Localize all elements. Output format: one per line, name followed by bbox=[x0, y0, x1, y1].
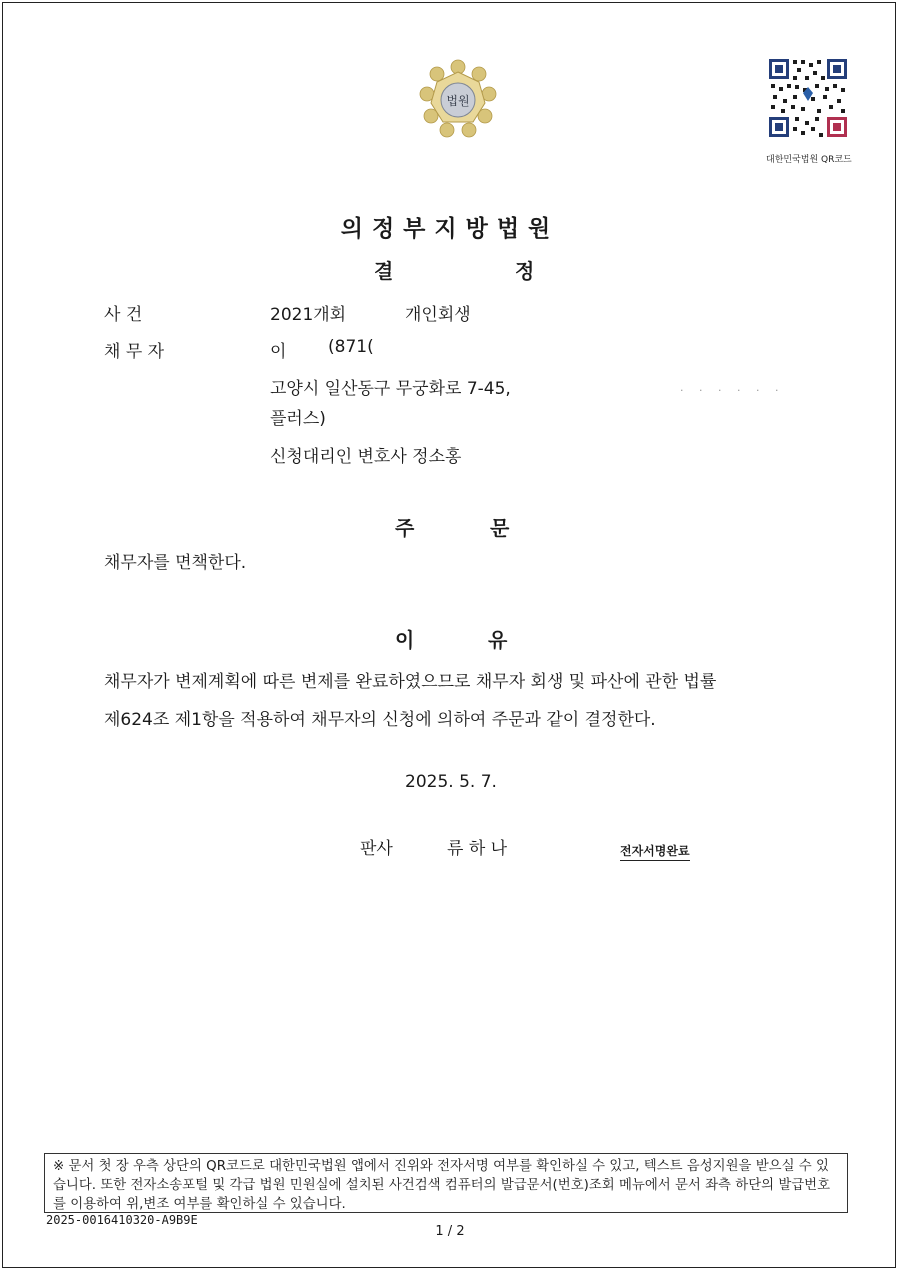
debtor-address-line1: 고양시 일산동구 무궁화로 7-45, bbox=[270, 379, 511, 399]
verification-notice: ※ 문서 첫 장 우측 상단의 QR코드로 대한민국법원 앱에서 진위와 전자서명 여부를 확인하실 수 있고, 텍스트 음성지원을 받으실 수 있습니다. 또한 전자소송포털 및 각급 법원 민원실에 설치된 사건검색 컴퓨터의 발급문서(번호)조회 메뉴에서 문서 좌측 하단의 발급번호를 이용하여 위,변조 여부를 확인하실 수 있습니다. bbox=[44, 1153, 848, 1213]
decision-date: 2025. 5. 7. bbox=[405, 772, 497, 792]
reason-line2: 제624조 제1항을 적용하여 채무자의 신청에 의하여 주문과 같이 결정한다. bbox=[104, 710, 656, 730]
applicant-agent: 신청대리인 변호사 정소홍 bbox=[270, 447, 462, 467]
case-number: 2021개회 bbox=[270, 305, 347, 325]
redaction-marks: · · · · · · bbox=[680, 384, 785, 397]
reason-heading-part1: 이 bbox=[395, 628, 415, 652]
judge-title: 판사 bbox=[360, 839, 393, 859]
doc-title-part1: 결 bbox=[374, 259, 394, 283]
doc-title-part2: 정 bbox=[515, 259, 535, 283]
court-emblem-icon bbox=[417, 58, 499, 140]
debtor-label: 채 무 자 bbox=[104, 342, 165, 362]
order-heading-part1: 주 bbox=[395, 516, 415, 540]
debtor-name: 이 bbox=[270, 342, 287, 362]
page-number: 1 / 2 bbox=[435, 1224, 465, 1239]
case-type: 개인회생 bbox=[405, 305, 471, 325]
reason-heading-part2: 유 bbox=[488, 628, 508, 652]
page-frame bbox=[2, 2, 896, 1268]
qr-caption: 대한민국법원 QR코드 bbox=[766, 155, 852, 165]
issue-number: 2025-0016410320-A9B9E bbox=[46, 1213, 198, 1227]
debtor-id: (871( bbox=[328, 337, 374, 357]
order-heading-part2: 문 bbox=[490, 516, 510, 540]
order-text: 채무자를 면책한다. bbox=[104, 553, 247, 573]
reason-line1: 채무자가 변제계획에 따른 변제를 완료하였으므로 채무자 회생 및 파산에 관한 법률 bbox=[104, 672, 717, 692]
case-label: 사 건 bbox=[104, 305, 143, 325]
court-name: 의정부지방법원 bbox=[340, 216, 560, 242]
svg-text:법원: 법원 bbox=[446, 94, 470, 108]
debtor-address-line2: 플러스) bbox=[270, 409, 326, 429]
qr-code-icon[interactable] bbox=[767, 57, 849, 139]
electronic-signature-note: 전자서명완료 bbox=[620, 842, 690, 861]
judge-name: 류 하 나 bbox=[447, 839, 508, 859]
